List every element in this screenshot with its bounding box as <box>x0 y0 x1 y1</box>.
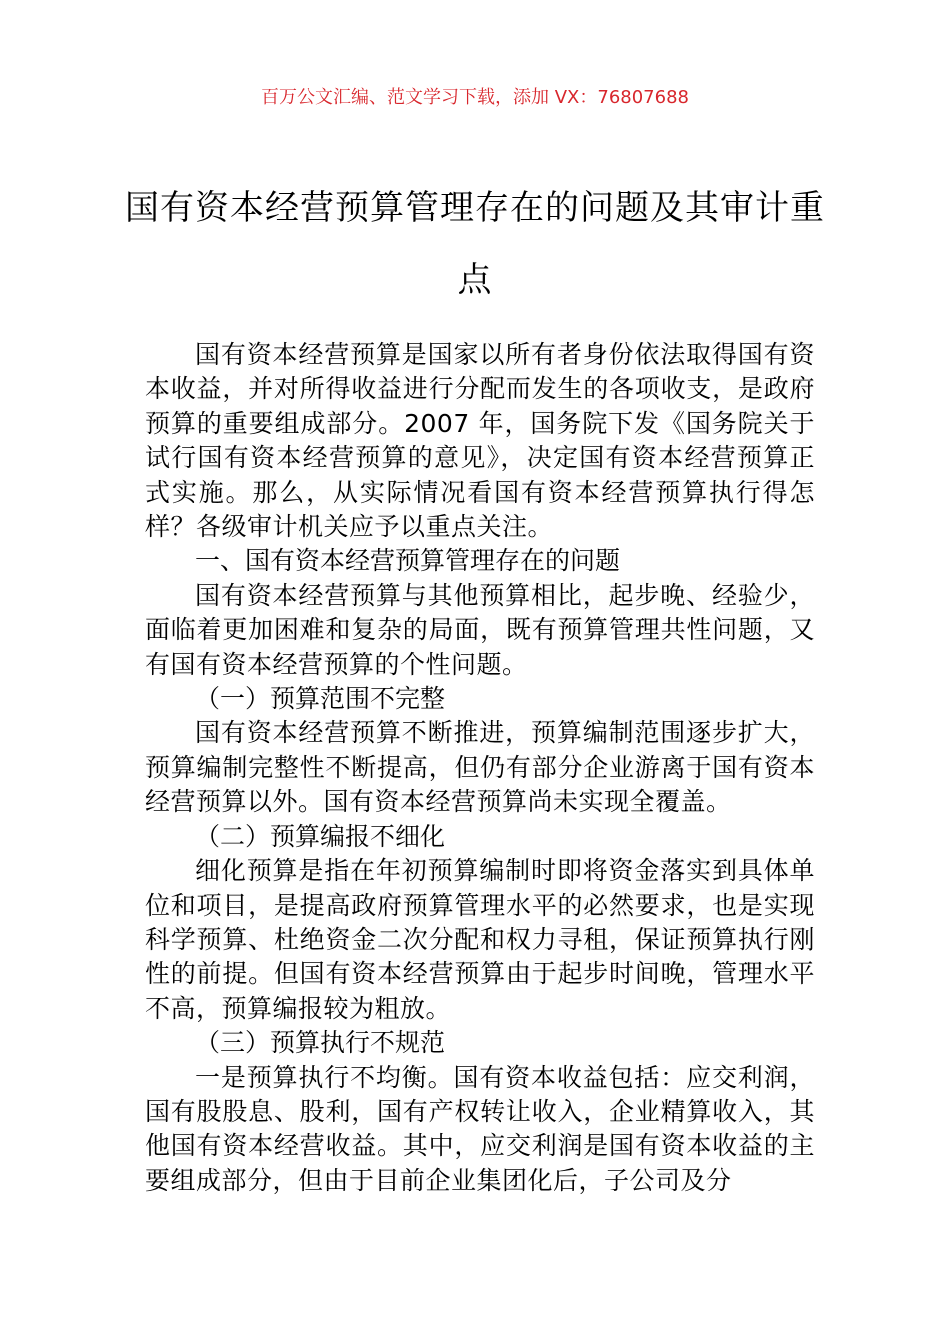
subsection-heading: （三）预算执行不规范 <box>195 1028 446 1058</box>
paragraph: 国有资本经营预算是国家以所有者身份依法取得国有资本收益，并对所得收益进行分配而发生的各项收支，是政府预算的重要组成部分。2007 年，国务院下发《国务院关于试行国有资本经营预算的意见》，决定国有资本经营预算正式实施。那么，从实际情况看国有资本经营预算执行得怎样？各级审计机关应予以重点关注。 <box>145 340 815 542</box>
watermark: 百万公文汇编、范文学习下载，添加 VX：76807688 <box>261 87 689 108</box>
paragraph: 一是预算执行不均衡。国有资本收益包括：应交利润，国有股股息、股利，国有产权转让收入，企业精算收入，其他国有资本经营收益。其中，应交利润是国有资本收益的主要组成部分，但由于目前企业集团化后，子公司及分 <box>145 1062 815 1195</box>
paragraph: 国有资本经营预算与其他预算相比，起步晚、经验少，面临着更加困难和复杂的局面，既有预算管理共性问题，又有国有资本经营预算的个性问题。 <box>145 580 815 679</box>
paragraph: 国有资本经营预算不断推进，预算编制范围逐步扩大，预算编制完整性不断提高，但仍有部分企业游离于国有资本经营预算以外。国有资本经营预算尚未实现全覆盖。 <box>145 718 815 817</box>
document-body <box>145 338 815 1198</box>
document-title: 国有资本经营预算管理存在的问题及其审计重点 <box>125 188 825 300</box>
subsection-heading: （二）预算编报不细化 <box>195 821 446 851</box>
subsection-heading: （一）预算范围不完整 <box>195 684 446 714</box>
paragraph: 细化预算是指在年初预算编制时即将资金落实到具体单位和项目，是提高政府预算管理水平的必然要求，也是实现科学预算、杜绝资金二次分配和权力寻租，保证预算执行刚性的前提。但国有资本经营预算由于起步时间晚，管理水平不高，预算编报较为粗放。 <box>145 856 815 1023</box>
section-heading: 一、国有资本经营预算管理存在的问题 <box>195 546 621 576</box>
